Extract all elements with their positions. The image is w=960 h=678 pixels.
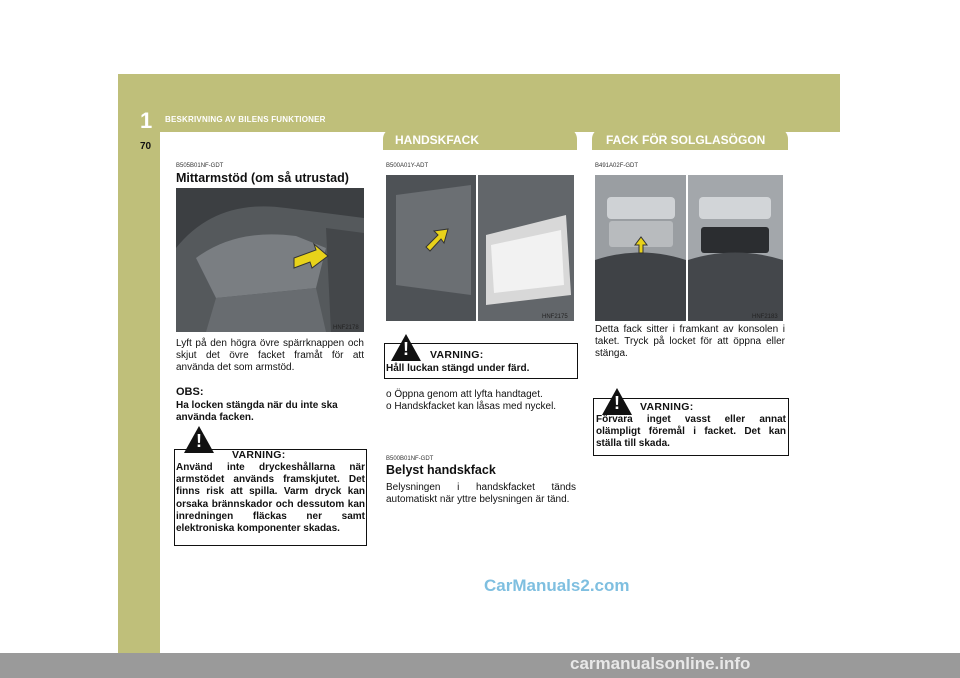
section-tab-solglasogon: FACK FÖR SOLGLASÖGON — [592, 128, 788, 150]
chapter-title: BESKRIVNING AV BILENS FUNKTIONER — [165, 115, 326, 124]
warning-title: VARNING: — [430, 349, 484, 361]
body-text: Lyft på den högra övre spärrknappen och skjut det övre facket framåt för att använda det som armstöd. — [176, 338, 364, 374]
armrest-photo — [176, 188, 364, 332]
section-heading: Belyst handskfack — [386, 463, 496, 477]
section-code: B500A01Y-ADT — [386, 163, 429, 169]
body-text: Belysningen i handskfacket tänds automatiskt när yttre belysningen är tänd. — [386, 482, 576, 506]
sunglass-holder-photo — [595, 175, 783, 321]
figure-label: HNF2178 — [333, 325, 359, 331]
armrest-illustration — [176, 188, 364, 332]
section-heading: Mittarmstöd (om så utrustad) — [176, 171, 349, 185]
warning-text: Använd inte dryckeshållarna när armstödet används framskjutet. Det finns risk att spilla. Varm dryck kan orsaka brännskador och dessutom kan inredningen fläckas ner samt elektroniska komponenter skadas. — [176, 462, 365, 535]
warning-triangle-icon: ! — [184, 426, 214, 453]
section-code: B500B01NF-GDT — [386, 456, 434, 462]
glovebox-photo — [386, 175, 574, 321]
watermark-bar — [0, 653, 960, 678]
watermark-primary[interactable]: CarManuals2.com — [484, 576, 630, 595]
section-code: B505B01NF-GDT — [176, 163, 224, 169]
list-item: o Handskfacket kan låsas med nyckel. — [386, 401, 557, 413]
warning-title: VARNING: — [640, 401, 694, 413]
bullet-list — [386, 389, 578, 413]
sunglass-holder-illustration — [595, 175, 783, 321]
figure-label: HNF2183 — [752, 314, 778, 320]
side-band — [118, 74, 160, 678]
figure-label: HNF2175 — [542, 314, 568, 320]
section-tab-handskfack: HANDSKFACK — [383, 128, 577, 150]
list-item: o Öppna genom att lyfta handtaget. — [386, 389, 543, 400]
page-number: 70 — [140, 141, 152, 152]
chapter-number: 1 — [140, 108, 153, 133]
warning-triangle-icon: ! — [391, 334, 421, 361]
glovebox-illustration — [386, 175, 574, 321]
warning-triangle-icon: ! — [602, 388, 632, 415]
obs-title: OBS: — [176, 386, 204, 398]
warning-text: Förvara inget vasst eller annat olämpligt föremål i facket. Det kan ställa till skada. — [596, 414, 786, 450]
body-text: Detta fack sitter i framkant av konsolen i taket. Tryck på locket för att öppna eller stänga. — [595, 324, 785, 360]
obs-text: Ha locken stängda när du inte ska använda facken. — [176, 400, 338, 424]
warning-title: VARNING: — [232, 449, 286, 461]
watermark-secondary[interactable]: carmanualsonline.info — [570, 654, 751, 673]
section-code: B491A02F-GDT — [595, 163, 639, 169]
warning-text: Håll luckan stängd under färd. — [386, 363, 530, 374]
